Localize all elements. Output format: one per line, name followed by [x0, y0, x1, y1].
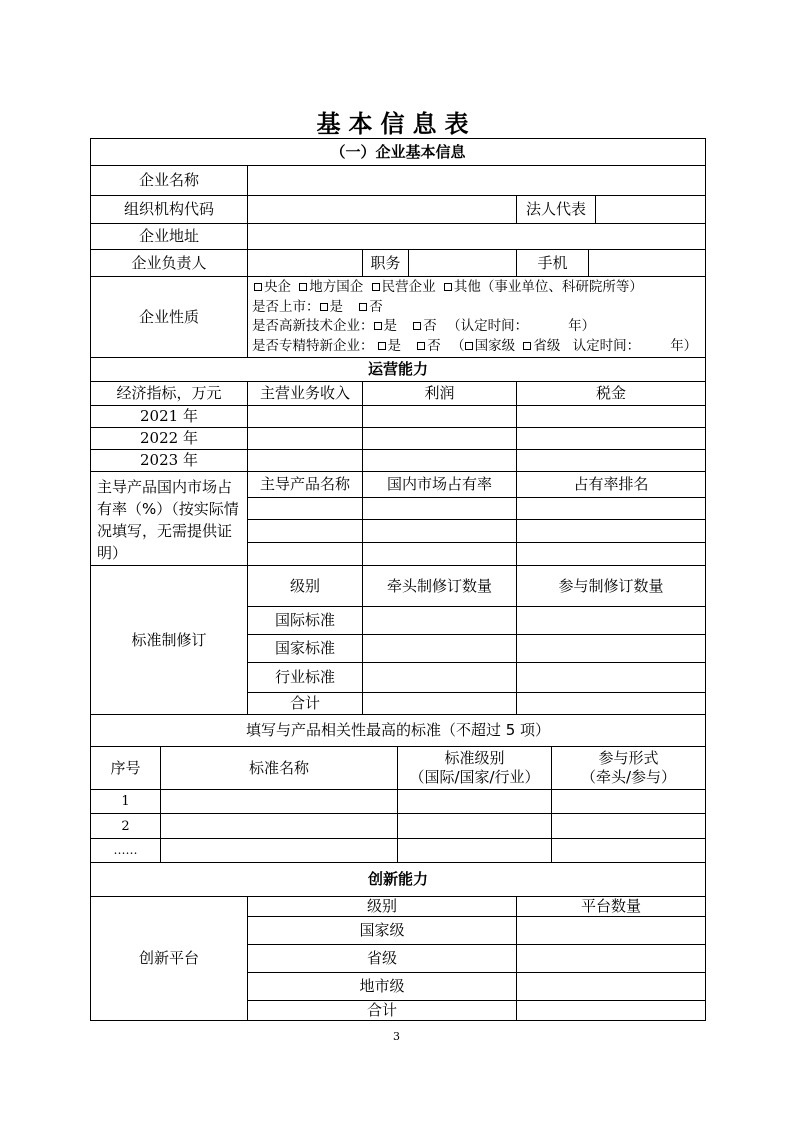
col-seq: 序号	[90, 747, 161, 790]
std-level-field[interactable]	[398, 814, 552, 839]
profit-2022-field[interactable]	[363, 428, 517, 450]
checkbox-listed-yes[interactable]	[320, 303, 328, 311]
std-name-field[interactable]	[161, 814, 398, 839]
participation-form-field[interactable]	[552, 790, 706, 814]
participation-form-field[interactable]	[552, 839, 706, 863]
market-share-field[interactable]	[363, 498, 517, 520]
profit-2021-field[interactable]	[363, 406, 517, 428]
product-name-field[interactable]	[248, 498, 363, 520]
section-header-ops: 运营能力	[90, 358, 706, 382]
profit-2023-field[interactable]	[363, 450, 517, 472]
revenue-2022-field[interactable]	[248, 428, 363, 450]
platform-count-field[interactable]	[517, 917, 706, 945]
std-level-row: 行业标准	[248, 663, 363, 693]
col-tax: 税金	[517, 382, 706, 406]
checkbox-specialized-yes[interactable]	[378, 342, 386, 350]
checkbox-other[interactable]	[444, 283, 452, 291]
phone-label: 手机	[517, 250, 589, 277]
col-share-rank: 占有率排名	[517, 472, 706, 498]
participation-form-field[interactable]	[552, 814, 706, 839]
checkbox-hightech-no[interactable]	[413, 322, 421, 330]
year-row-label: 2023 年	[90, 450, 248, 472]
std-level-row: 国家标准	[248, 635, 363, 663]
org-code-label: 组织机构代码	[90, 196, 248, 224]
platform-count-field[interactable]	[517, 973, 706, 1001]
col-lead-count: 牵头制修订数量	[363, 566, 517, 607]
checkbox-listed-no[interactable]	[359, 303, 367, 311]
phone-field[interactable]	[589, 250, 706, 277]
checkbox-national[interactable]	[465, 342, 473, 350]
std-level-row: 国际标准	[248, 607, 363, 635]
std-level-field[interactable]	[398, 839, 552, 863]
std-name-field[interactable]	[161, 839, 398, 863]
company-name-field[interactable]	[248, 166, 706, 196]
lead-count-field[interactable]	[363, 663, 517, 693]
platform-level-row: 合计	[248, 1001, 517, 1021]
specialized-line: 是否专精特新企业： 是 否 （ 国家级 省级 认定时间： 年）	[252, 337, 698, 354]
revenue-2023-field[interactable]	[248, 450, 363, 472]
participate-count-field[interactable]	[517, 635, 706, 663]
col-product-name: 主导产品名称	[248, 472, 363, 498]
page-title: 基本信息表	[316, 109, 477, 138]
leader-field[interactable]	[248, 250, 363, 277]
lead-count-field[interactable]	[363, 693, 517, 715]
tax-2022-field[interactable]	[517, 428, 706, 450]
nature-options	[248, 277, 706, 358]
standards-label: 标准制修订	[90, 566, 248, 715]
revenue-2021-field[interactable]	[248, 406, 363, 428]
share-rank-field[interactable]	[517, 543, 706, 566]
section-header-innov: 创新能力	[90, 863, 706, 897]
checkbox-private[interactable]	[372, 283, 380, 291]
std-level-row: 合计	[248, 693, 363, 715]
position-field[interactable]	[409, 250, 517, 277]
leader-label: 企业负责人	[90, 250, 248, 277]
legal-rep-label: 法人代表	[517, 196, 596, 224]
checkbox-provincial[interactable]	[523, 342, 531, 350]
share-rank-field[interactable]	[517, 520, 706, 543]
col-market-share: 国内市场占有率	[363, 472, 517, 498]
participate-count-field[interactable]	[517, 693, 706, 715]
platform-level-row: 国家级	[248, 917, 517, 945]
col-platform-count: 平台数量	[517, 897, 706, 917]
col-participate-count: 参与制修订数量	[517, 566, 706, 607]
org-code-field[interactable]	[248, 196, 517, 224]
year-row-label: 2022 年	[90, 428, 248, 450]
market-share-field[interactable]	[363, 543, 517, 566]
page-number: 3	[393, 1030, 400, 1043]
platform-label: 创新平台	[90, 897, 248, 1021]
nature-label: 企业性质	[90, 277, 248, 358]
nature-type-line: 央企 地方国企 民营企业 其他（事业单位、科研院所等）	[252, 278, 705, 298]
listed-line: 是否上市： 是 否	[252, 298, 383, 315]
participate-count-field[interactable]	[517, 607, 706, 635]
seq-cell: ……	[90, 839, 161, 863]
std-name-field[interactable]	[161, 790, 398, 814]
hightech-line: 是否高新技术企业： 是 否 （认定时间： 年）	[252, 318, 596, 334]
platform-level-row: 地市级	[248, 973, 517, 1001]
year-row-label: 2021 年	[90, 406, 248, 428]
market-share-field[interactable]	[363, 520, 517, 543]
econ-label: 经济指标，万元	[90, 382, 248, 406]
platform-count-field[interactable]	[517, 1001, 706, 1021]
tax-2023-field[interactable]	[517, 450, 706, 472]
position-label: 职务	[363, 250, 409, 277]
tax-2021-field[interactable]	[517, 406, 706, 428]
product-name-field[interactable]	[248, 520, 363, 543]
platform-count-field[interactable]	[517, 945, 706, 973]
col-std-name: 标准名称	[161, 747, 398, 790]
col-std-level-type: 标准级别 （国际/国家/行业）	[398, 747, 552, 790]
address-label: 企业地址	[90, 224, 248, 250]
legal-rep-field[interactable]	[596, 196, 706, 224]
checkbox-local-soe[interactable]	[299, 283, 307, 291]
share-rank-field[interactable]	[517, 498, 706, 520]
address-field[interactable]	[248, 224, 706, 250]
participate-count-field[interactable]	[517, 663, 706, 693]
col-profit: 利润	[363, 382, 517, 406]
market-share-label: 主导产品国内市场占有率（%）（按实际情况填写，无需提供证明）	[90, 472, 248, 566]
seq-cell: 1	[90, 790, 161, 814]
section-header-basic: （一）企业基本信息	[90, 138, 706, 166]
lead-count-field[interactable]	[363, 607, 517, 635]
std-fill-header: 填写与产品相关性最高的标准（不超过 5 项）	[90, 715, 706, 747]
lead-count-field[interactable]	[363, 635, 517, 663]
checkbox-specialized-no[interactable]	[417, 342, 425, 350]
product-name-field[interactable]	[248, 543, 363, 566]
checkbox-central[interactable]	[254, 283, 262, 291]
checkbox-hightech-yes[interactable]	[374, 322, 382, 330]
col-std-level: 级别	[248, 566, 363, 607]
col-participation-form: 参与形式 （牵头/参与）	[552, 747, 706, 790]
platform-level-row: 省级	[248, 945, 517, 973]
company-name-label: 企业名称	[90, 166, 248, 196]
col-revenue: 主营业务收入	[248, 382, 363, 406]
std-level-field[interactable]	[398, 790, 552, 814]
col-platform-level: 级别	[248, 897, 517, 917]
seq-cell: 2	[90, 814, 161, 839]
